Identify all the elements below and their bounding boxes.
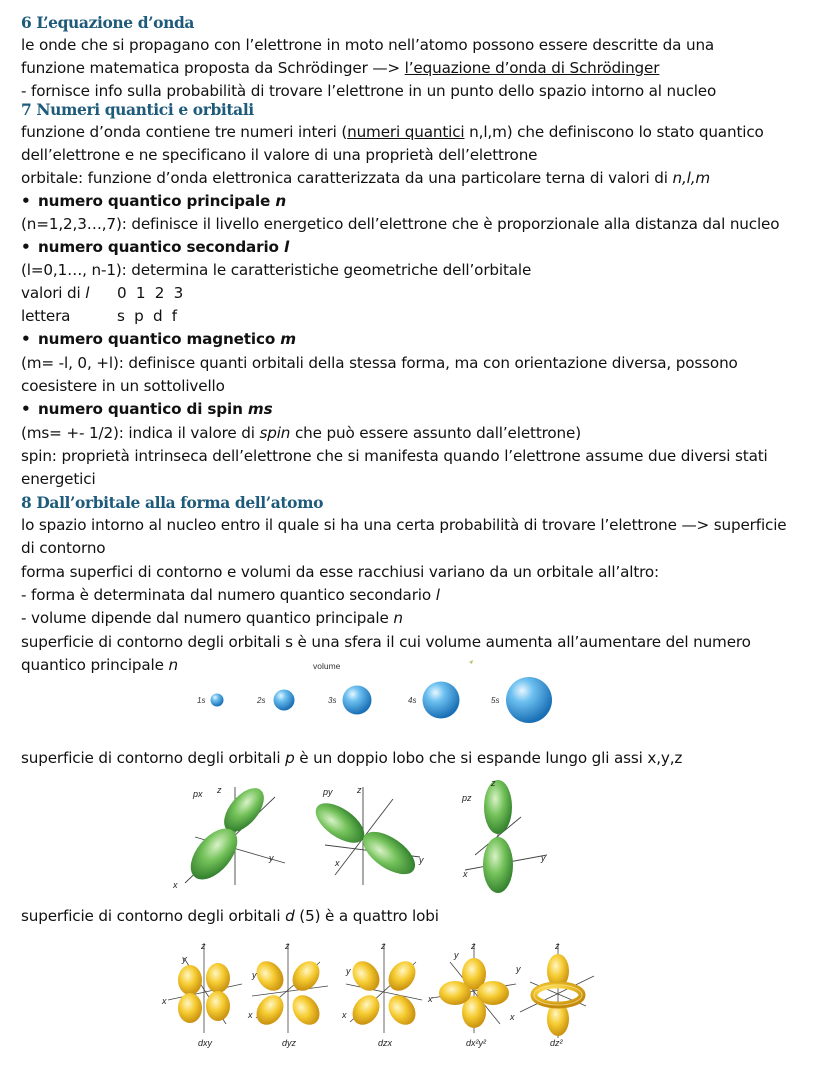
bullet-spin: • numero quantico di spin ms bbox=[21, 400, 273, 418]
dxy-label: dxy bbox=[198, 1038, 213, 1048]
svg-text:x: x bbox=[248, 1010, 253, 1020]
dz2-label: dz² bbox=[550, 1038, 563, 1048]
section-8-title: 8 Dall’orbitale alla forma dell’atomo bbox=[21, 493, 324, 512]
schrodinger-link: l’equazione d’onda di Schrödinger bbox=[404, 59, 660, 77]
svg-text:x: x bbox=[162, 996, 167, 1006]
bullet-principal: • numero quantico principale n bbox=[21, 192, 287, 210]
dyz-label: dyz bbox=[282, 1038, 297, 1048]
sec8-line-4: - forma è determinata dal numero quantico secondario l bbox=[21, 586, 440, 604]
svg-text:x: x bbox=[428, 994, 433, 1004]
orbital-dyz bbox=[247, 941, 328, 1048]
svg-text:y: y bbox=[516, 964, 521, 974]
sec8-line-3: forma superfici di contorno e volumi da esse racchiusi variano da un orbitale all’altro: bbox=[21, 563, 660, 581]
orbital-4s bbox=[423, 682, 460, 719]
pz-label: pz bbox=[462, 793, 472, 803]
py-label: py bbox=[323, 787, 333, 797]
svg-text:y: y bbox=[454, 950, 459, 960]
l-values-row: valori di l 0 1 2 3 bbox=[21, 284, 184, 302]
d-orbitals-figure bbox=[160, 938, 600, 1056]
svg-text:z: z bbox=[491, 778, 496, 788]
svg-text:z: z bbox=[285, 941, 290, 951]
orbital-dz2 bbox=[509, 941, 594, 1048]
secondary-desc: (l=0,1…, n-1): determina le caratteristiche geometriche dell’orbitale bbox=[21, 261, 532, 279]
orbital-pz bbox=[461, 778, 547, 893]
svg-text:y: y bbox=[269, 853, 274, 863]
sec7-line-3: orbitale: funzione d’onda elettronica caratterizzata da una particolare terna di valori di n,l,m bbox=[21, 169, 711, 187]
s-label-1: 1s bbox=[197, 696, 206, 705]
volume-label: volume bbox=[313, 661, 341, 671]
sec6-line-1: le onde che si propagano con l’elettrone in moto nell’atomo possono essere descritte da una bbox=[21, 36, 715, 54]
svg-text:y: y bbox=[252, 970, 257, 980]
dzx-label: dzx bbox=[378, 1038, 393, 1048]
orbital-px bbox=[172, 781, 285, 890]
svg-text:y: y bbox=[541, 853, 546, 863]
svg-text:x: x bbox=[335, 858, 340, 868]
principal-desc: (n=1,2,3…,7): definisce il livello energetico dell’elettrone che è proporzionale alla distanza dal nucleo bbox=[21, 215, 780, 233]
section-7-title: 7 Numeri quantici e orbitali bbox=[21, 100, 254, 119]
section-6-title: 6 L’equazione d’onda bbox=[21, 13, 195, 32]
sec8-line-7: quantico principale n bbox=[21, 656, 178, 674]
spin-desc: (ms= +- 1/2): indica il valore di spin che può essere assunto dall’elettrone) bbox=[21, 424, 581, 442]
svg-text:z: z bbox=[471, 941, 476, 951]
s-label-5: 5s bbox=[491, 696, 500, 705]
orbital-py bbox=[309, 785, 424, 885]
svg-text:x: x bbox=[173, 880, 178, 890]
sec6-line-3: - fornisce info sulla probabilità di trovare l’elettrone in un punto dello spazio intorno al nucleo bbox=[21, 82, 717, 100]
s-orbitals-figure bbox=[180, 655, 560, 730]
dx2y2-label: dx²y² bbox=[466, 1038, 486, 1048]
numeri-quantici-term: numeri quantici bbox=[347, 123, 465, 141]
p-orbital-text: superficie di contorno degli orbitali p è un doppio lobo che si espande lungo gli assi x,y,z bbox=[21, 749, 683, 767]
orbital-dzx bbox=[341, 941, 422, 1048]
sec7-line-2: dell’elettrone e ne specificano il valore di una proprietà dell’elettrone bbox=[21, 146, 538, 164]
s-label-2: 2s bbox=[257, 696, 266, 705]
svg-text:x: x bbox=[463, 869, 468, 879]
svg-text:z: z bbox=[381, 941, 386, 951]
sec8-line-5: - volume dipende dal numero quantico principale n bbox=[21, 609, 403, 627]
sec7-line-1: funzione d’onda contiene tre numeri interi (numeri quantici n,l,m) che definiscono lo stato quantico bbox=[21, 123, 764, 141]
volume-arrow-icon bbox=[469, 660, 473, 664]
p-orbitals-figure bbox=[165, 775, 585, 895]
s-label-4: 4s bbox=[408, 696, 417, 705]
l-letters-row: lettera s p d f bbox=[21, 307, 178, 325]
orbital-dx2y2 bbox=[427, 941, 516, 1048]
orbital-1s bbox=[211, 694, 224, 707]
spin-def-1: spin: proprietà intrinseca dell’elettrone che si manifesta quando l’elettrone assume due diversi stati bbox=[21, 447, 768, 465]
svg-text:z: z bbox=[357, 785, 362, 795]
bullet-secondary: • numero quantico secondario l bbox=[21, 238, 290, 256]
sec8-line-1: lo spazio intorno al nucleo entro il quale si ha una certa probabilità di trovare l’elettrone —> superficie bbox=[21, 516, 787, 534]
d-orbital-text: superficie di contorno degli orbitali d (5) è a quattro lobi bbox=[21, 907, 439, 925]
svg-text:z: z bbox=[555, 941, 560, 951]
magnetic-desc-2: coesistere in un sottolivello bbox=[21, 377, 225, 395]
magnetic-desc-1: (m= -l, 0, +l): definisce quanti orbitali della stessa forma, ma con orientazione diversa, possono bbox=[21, 354, 738, 372]
orbital-dxy bbox=[161, 941, 242, 1048]
sec8-line-6: superficie di contorno degli orbitali s è una sfera il cui volume aumenta all’aumentare del numero bbox=[21, 633, 751, 651]
svg-text:z: z bbox=[201, 941, 206, 951]
spin-def-2: energetici bbox=[21, 470, 96, 488]
orbital-5s bbox=[506, 677, 552, 723]
svg-text:x: x bbox=[342, 1010, 347, 1020]
s-label-3: 3s bbox=[328, 696, 337, 705]
px-label: px bbox=[193, 789, 203, 799]
sec6-line-2: funzione matematica proposta da Schrödinger —> l’equazione d’onda di Schrödinger bbox=[21, 59, 660, 77]
svg-text:y: y bbox=[346, 966, 351, 976]
svg-text:x: x bbox=[510, 1012, 515, 1022]
bullet-magnetic: • numero quantico magnetico m bbox=[21, 330, 296, 348]
orbital-3s bbox=[343, 686, 372, 715]
orbital-2s bbox=[274, 690, 295, 711]
svg-text:z: z bbox=[217, 785, 222, 795]
svg-text:y: y bbox=[419, 855, 424, 865]
svg-text:y: y bbox=[182, 954, 187, 964]
sec8-line-2: di contorno bbox=[21, 539, 106, 557]
